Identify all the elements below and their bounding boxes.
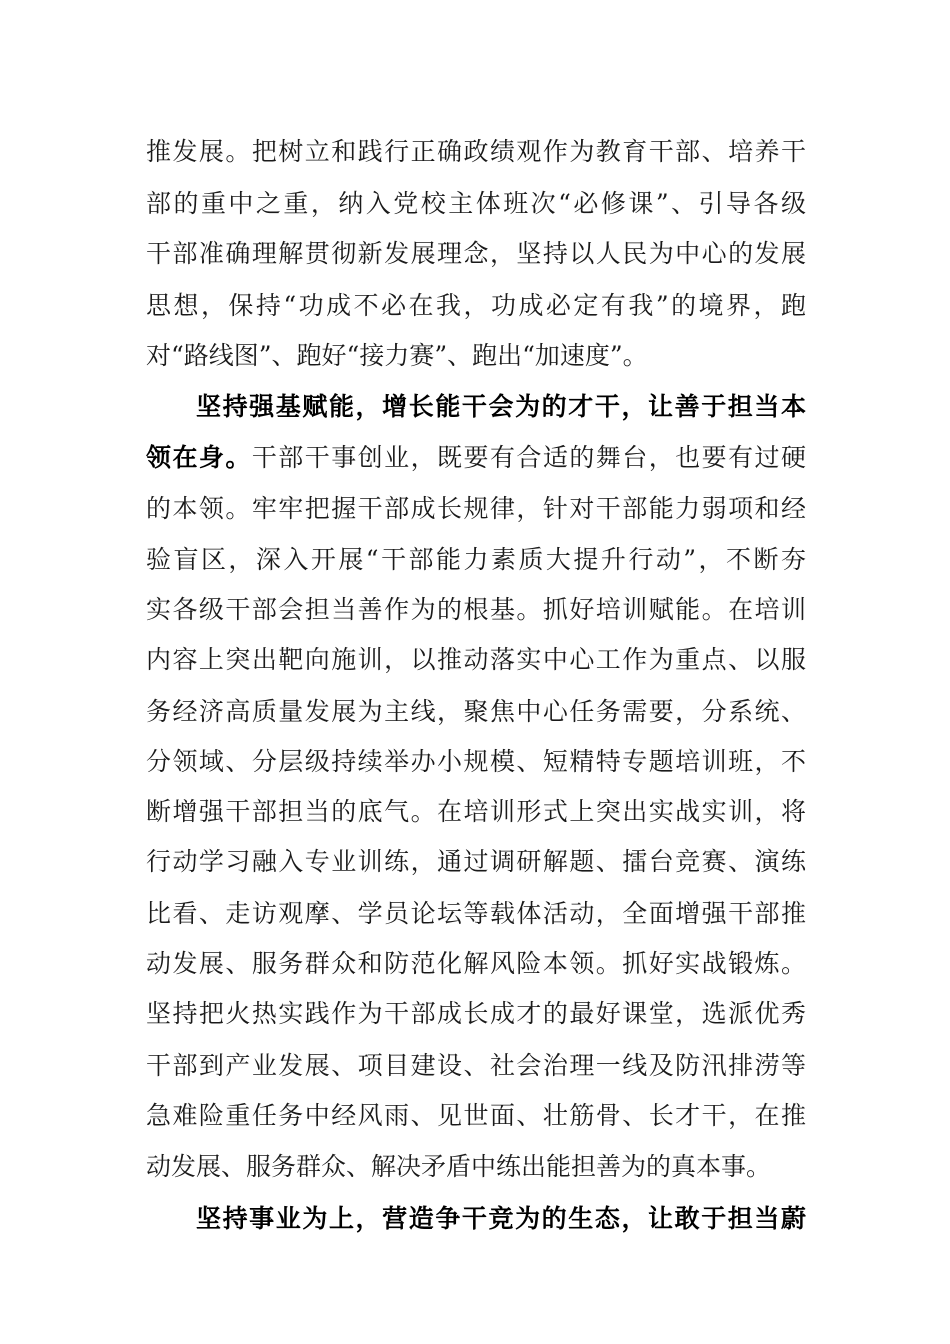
paragraph-1-line-5: 对“路线图”、跑好“接力赛”、跑出“加速度”。 [146, 341, 648, 370]
paragraph-2-line-8: 分领域、分层级持续举办小规模、短精特专题培训班，不 [146, 747, 806, 776]
paragraph-2-heading-end: 领在身。 [146, 443, 252, 472]
paragraph-2-line-2 [146, 432, 806, 484]
paragraph-2-line-12: 动发展、服务群众和防范化解风险本领。抓好实战锻炼。 [146, 949, 806, 978]
paragraph-2-line-5: 实各级干部会担当善作为的根基。抓好培训赋能。在培训 [146, 595, 806, 624]
paragraph-3-heading: 坚持事业为上，营造争干竞为的生态，让敢于担当蔚 [196, 1204, 806, 1233]
paragraph-2-line-4: 验盲区，深入开展“干部能力素质大提升行动”，不断夯 [146, 545, 806, 574]
paragraph-2-line-13: 坚持把火热实践作为干部成长成才的最好课堂，选派优秀 [146, 999, 806, 1028]
paragraph-2-line-11: 比看、走访观摩、学员论坛等载体活动，全面增强干部推 [146, 899, 806, 928]
paragraph-2-line-9: 断增强干部担当的底气。在培训形式上突出实战实训，将 [146, 797, 806, 826]
paragraph-2-line-10: 行动学习融入专业训练，通过调研解题、擂台竞赛、演练 [146, 847, 806, 876]
paragraph-1-line-4: 思想，保持“功成不必在我，功成必定有我”的境界，跑 [146, 291, 806, 320]
paragraph-2-heading: 坚持强基赋能，增长能干会为的才干，让善于担当本 [196, 392, 806, 421]
paragraph-2-line-2-text: 干部干事创业，既要有合适的舞台，也要有过硬 [251, 443, 806, 472]
paragraph-2-line-6: 内容上突出靶向施训，以推动落实中心工作为重点、以服 [146, 645, 806, 674]
paragraph-2-line-14: 干部到产业发展、项目建设、社会治理一线及防汛排涝等 [146, 1051, 806, 1080]
paragraph-2-line-15: 急难险重任务中经风雨、见世面、壮筋骨、长才干，在推 [146, 1101, 806, 1130]
paragraph-1-line-3: 干部准确理解贯彻新发展理念，坚持以人民为中心的发展 [146, 239, 806, 268]
paragraph-2-line-7: 务经济高质量发展为主线，聚焦中心任务需要，分系统、 [146, 697, 806, 726]
paragraph-2-line-16: 动发展、服务群众、解决矛盾中练出能担善为的真本事。 [146, 1152, 772, 1181]
paragraph-1-line-1: 推发展。把树立和践行正确政绩观作为教育干部、培养干 [146, 137, 806, 166]
paragraph-2-line-3: 的本领。牢牢把握干部成长规律，针对干部能力弱项和经 [146, 494, 806, 523]
paragraph-1-line-2: 部的重中之重，纳入党校主体班次“必修课”、引导各级 [146, 189, 806, 218]
